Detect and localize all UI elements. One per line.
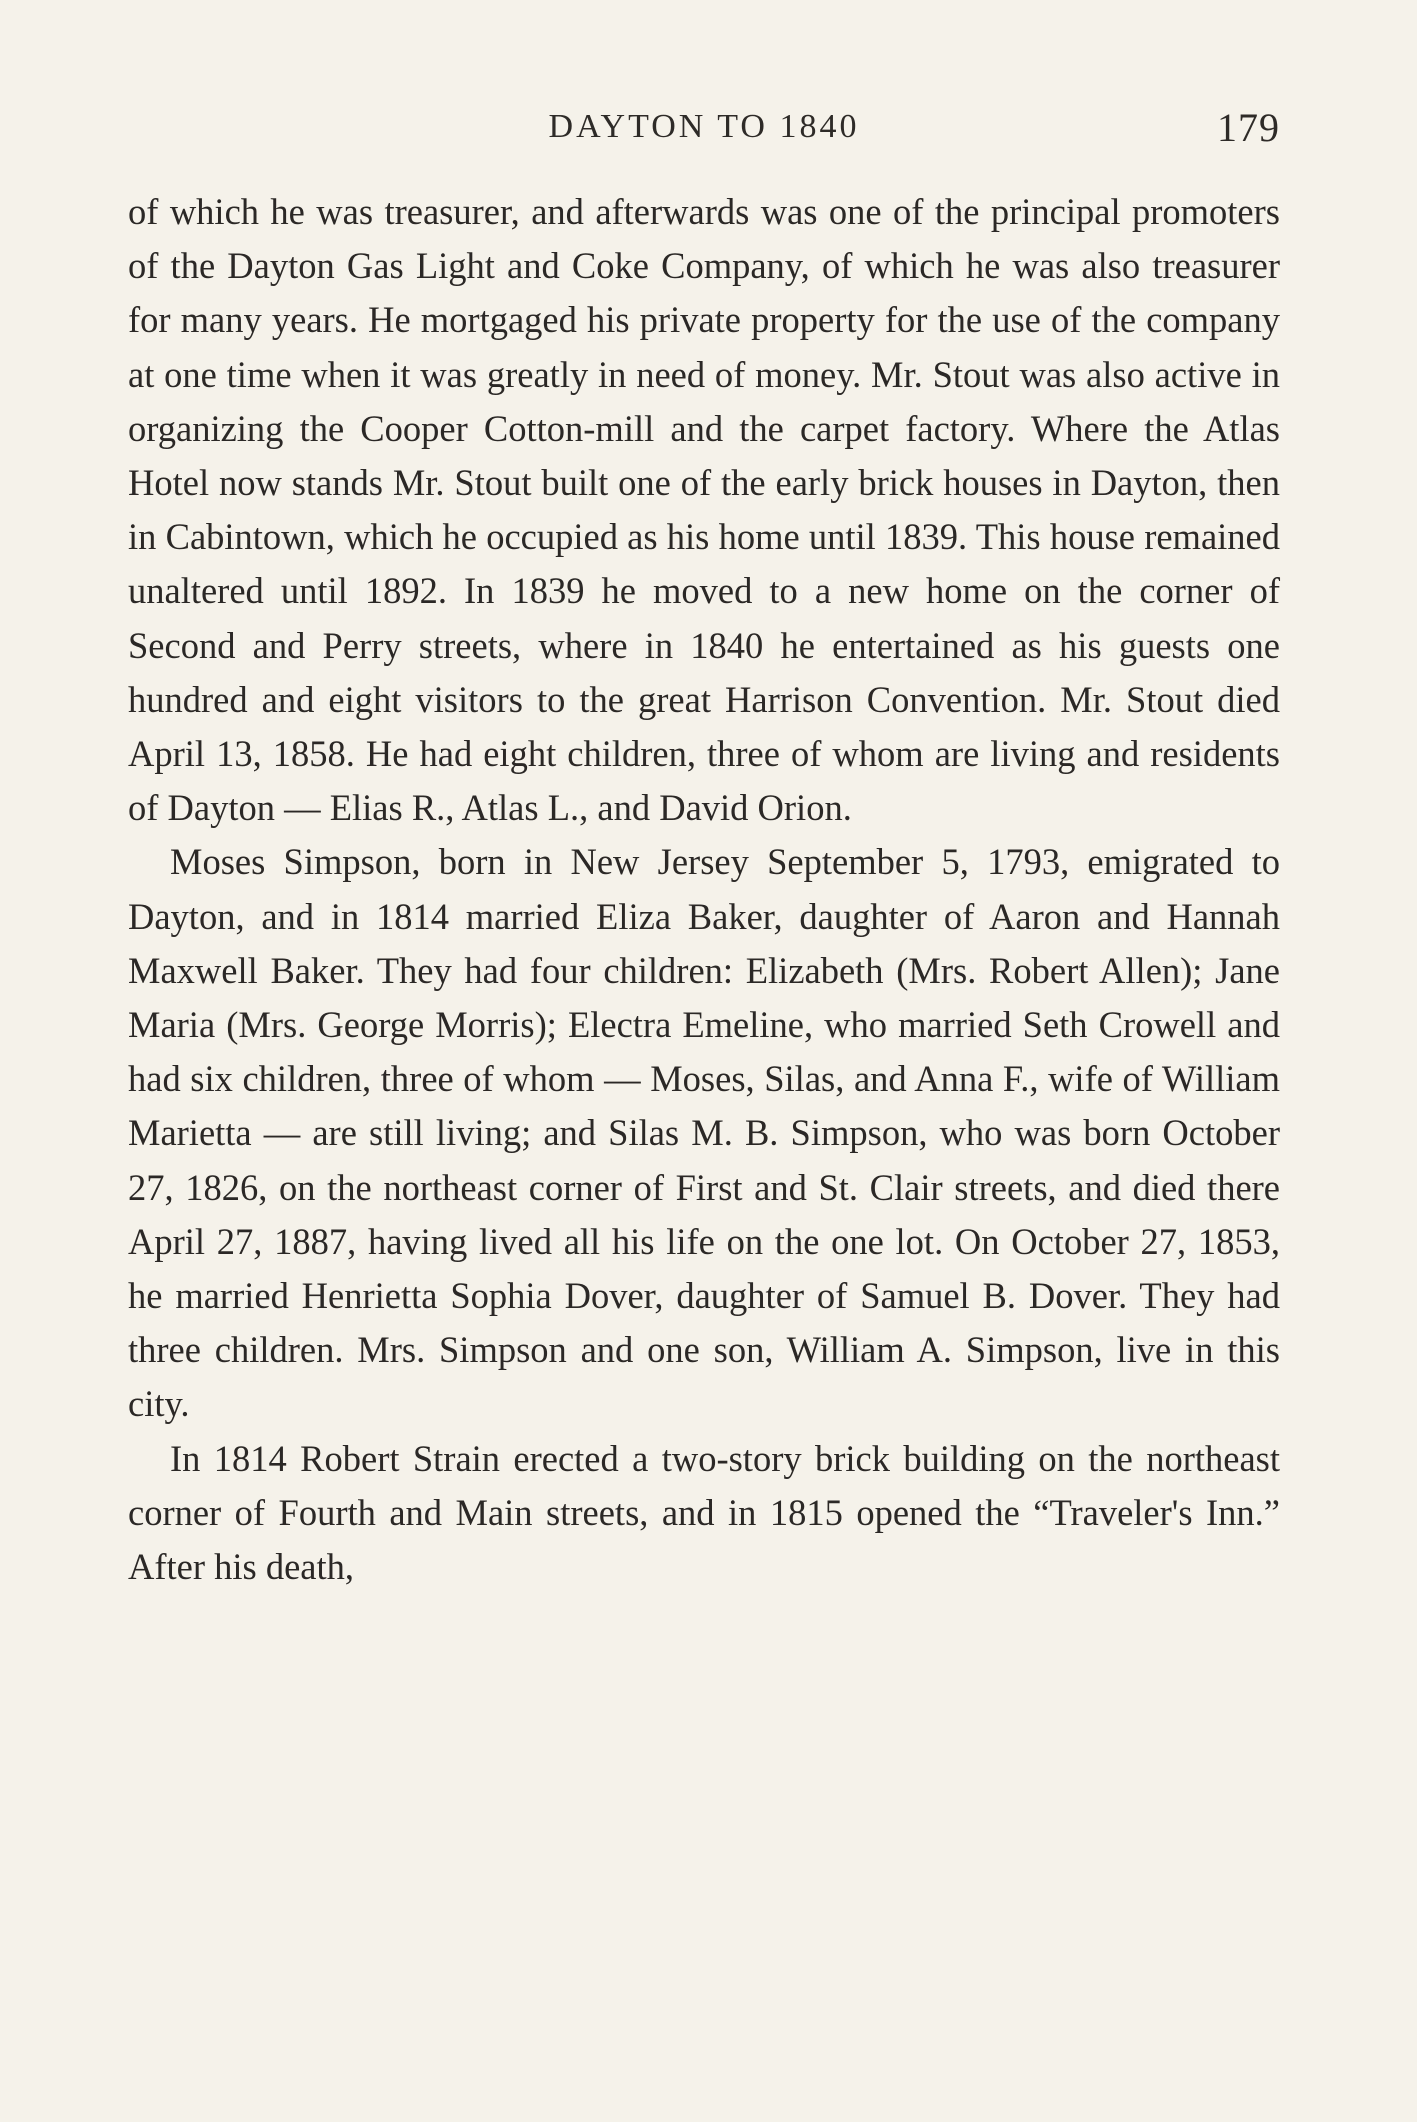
running-title: DAYTON TO 1840	[548, 108, 860, 145]
body-text	[128, 185, 1280, 1594]
page-number: 179	[1217, 105, 1280, 150]
paragraph-continuation: of which he was treasurer, and afterwards was one of the principal promoters of the Dayton Gas Light and Coke Company, of which he was also treasurer for many years. He mortgaged his private property for the use of the company at one time when it was greatly in need of money. Mr. Stout was also active in organizing the Cooper Cotton-mill and the carpet factory. Where the Atlas Hotel now stands Mr. Stout built one of the early brick houses in Dayton, then in Cabintown, which he occupied as his home until 1839. This house remained unaltered until 1892. In 1839 he moved to a new home on the corner of Second and Perry streets, where in 1840 he entertained as his guests one hundred and eight visitors to the great Harrison Convention. Mr. Stout died April 13, 1858. He had eight children, three of whom are living and residents of Dayton — Elias R., Atlas L., and David Orion.	[128, 191, 1280, 829]
page-header	[128, 100, 1280, 170]
paragraph-moses-simpson: Moses Simpson, born in New Jersey September 5, 1793, emigrated to Dayton, and in 1814 married Eliza Baker, daughter of Aaron and Hannah Maxwell Baker. They had four children: Elizabeth (Mrs. Robert Allen); Jane Maria (Mrs. George Morris); Electra Emeline, who married Seth Crowell and had six children, three of whom — Moses, Silas, and Anna F., wife of William Marietta — are still living; and Silas M. B. Simpson, who was born October 27, 1826, on the northeast corner of First and St. Clair streets, and died there April 27, 1887, having lived all his life on the one lot. On October 27, 1853, he married Henrietta Sophia Dover, daughter of Samuel B. Dover. They had three children. Mrs. Simpson and one son, William A. Simpson, live in this city.	[128, 841, 1280, 1425]
paragraph-robert-strain: In 1814 Robert Strain erected a two-story brick building on the northeast corner of Fourth and Main streets, and in 1815 opened the “Traveler's Inn.” After his death,	[128, 1437, 1280, 1588]
